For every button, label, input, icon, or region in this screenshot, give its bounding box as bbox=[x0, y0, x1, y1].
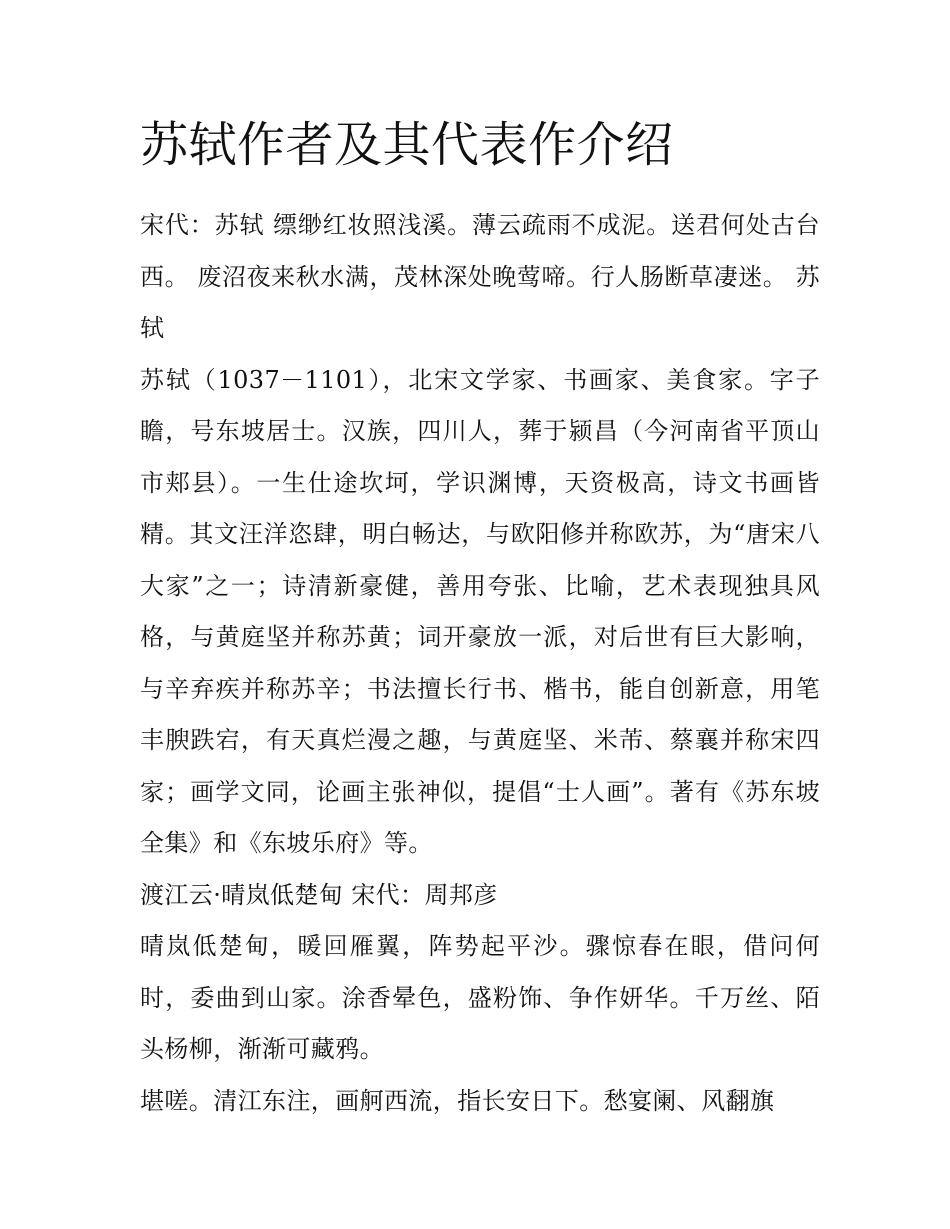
paragraph-su-shi-biography: 苏轼（1037－1101），北宋文学家、书画家、美食家。字子瞻，号东坡居士。汉族，四川人，葬于颍昌（今河南省平顶山市郏县）。一生仕途坎坷，学识渊博，天资极高，诗文书画皆精。其文汪洋恣肆，明白畅达，与欧阳修并称欧苏，为“唐宋八大家”之一；诗清新豪健，善用夸张、比喻，艺术表现独具风格，与黄庭坚并称苏黄；词开豪放一派，对后世有巨大影响，与辛弃疾并称苏辛；书法擅长行书、楷书，能自创新意，用笔丰腴跌宕，有天真烂漫之趣，与黄庭坚、米芾、蔡襄并称宋四家；画学文同，论画主张神似，提倡“士人画”。著有《苏东坡全集》和《东坡乐府》等。 bbox=[140, 365, 820, 857]
page-title: 苏轼作者及其代表作介绍 bbox=[140, 117, 674, 173]
paragraph-poem-heading: 渡江云·晴岚低楚甸 宋代：周邦彦 bbox=[140, 880, 498, 909]
paragraph-poem-su-shi: 宋代：苏轼 缥缈红妆照浅溪。薄云疏雨不成泥。送君何处古台西。 废沼夜来秋水满，茂林深处晚莺啼。行人肠断草凄迷。 苏轼 bbox=[140, 211, 820, 342]
paragraph-poem-part-1: 晴岚低楚甸，暖回雁翼，阵势起平沙。骤惊春在眼，借问何时，委曲到山家。涂香晕色，盛粉饰、争作妍华。千万丝、陌头杨柳，渐渐可藏鸦。 bbox=[140, 932, 820, 1063]
paragraph-poem-part-2: 堪嗟。清江东注，画舸西流，指长安日下。愁宴阑、风翻旗 bbox=[140, 1086, 775, 1115]
document-content bbox=[140, 112, 820, 1127]
